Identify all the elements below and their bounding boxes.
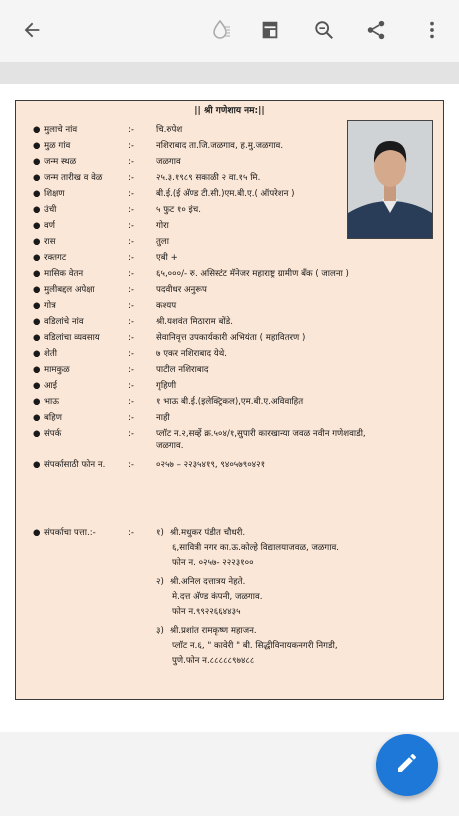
bullet-icon: ● xyxy=(33,429,41,439)
colon: :- xyxy=(128,141,134,151)
bullet-icon: ● xyxy=(33,285,41,295)
doc-title: || श्री गणेशाय नम:|| xyxy=(194,106,265,116)
biodata-sheet xyxy=(15,100,444,700)
colon: :- xyxy=(128,125,134,135)
contact-number: १) xyxy=(156,528,164,538)
document-page[interactable] xyxy=(0,84,459,732)
colon: :- xyxy=(128,381,134,391)
contact-line: श्री.प्रशांत रामकृष्ण महाजन. xyxy=(170,626,257,636)
row-value: पाटील नशिराबाद xyxy=(156,365,209,375)
bullet-icon: ● xyxy=(33,221,41,231)
row-value: कश्यप xyxy=(156,301,177,311)
bullet-icon: ● xyxy=(33,301,41,311)
colon: :- xyxy=(128,253,134,263)
row-label: बहिण xyxy=(44,413,62,423)
address-label: संपर्काचा पत्ता.:- xyxy=(44,528,96,538)
colon: :- xyxy=(128,365,134,375)
row-value: नशिराबाद ता.जि.जळगाव, ह.मु.जळगाव. xyxy=(156,141,284,151)
colon: :- xyxy=(128,460,134,470)
contact-number: २) xyxy=(156,577,164,587)
row-value: पदवीधर अनुरूप xyxy=(156,285,207,295)
row-value: ६५,०००/- रु. असिस्टंट मॅनेजर महाराष्ट्र ग्रामीण बँक ( जालना ) xyxy=(156,269,349,279)
bullet-icon: ● xyxy=(33,460,41,470)
row-value: सेवानिवृत्त उपकार्यकारी अभियंता ( महावितरण ) xyxy=(156,333,306,343)
row-label: वडिलांचा व्यवसाय xyxy=(44,333,100,343)
colon: :- xyxy=(128,301,134,311)
row-label: आई xyxy=(44,381,58,391)
bullet-icon: ● xyxy=(33,189,41,199)
contact-line: ६,सावित्री नगर का.ऊ.कोल्हे विद्यालयाजवळ, जळगाव. xyxy=(172,543,339,553)
more-vert-icon[interactable] xyxy=(416,14,448,46)
row-value: श्री.यशवंत मिठाराम बोंडे. xyxy=(156,317,233,327)
bullet-icon: ● xyxy=(33,157,41,167)
contact-line: श्री.मधुकर पंडीत चौधरी. xyxy=(170,528,246,538)
contact-line: पुणे.फोन न.८८८८८९७४८८ xyxy=(172,656,255,666)
row-value: चि.रुपेश xyxy=(156,125,183,135)
colon: :- xyxy=(128,413,134,423)
row-value: बी.ई.(ई अ‍ॅण्ड टी.सी.)एम.बी.ए.( ऑपरेशन ) xyxy=(156,189,295,199)
row-value: ७ एकर नशिराबाद येथे. xyxy=(156,349,228,359)
row-value: नाही xyxy=(156,413,170,423)
viewer-gutter xyxy=(0,62,459,84)
profile-photo xyxy=(347,120,433,239)
contact-number: ३) xyxy=(156,626,164,636)
row-label: जन्म तारीख व वेळ xyxy=(44,173,103,183)
row-label: मामकुळ xyxy=(44,365,70,375)
colon: :- xyxy=(128,429,134,439)
row-label: मुलीबद्दल अपेक्षा xyxy=(44,285,95,295)
bullet-icon: ● xyxy=(33,413,41,423)
bullet-icon: ● xyxy=(33,141,41,151)
bullet-icon: ● xyxy=(33,365,41,375)
row-value: ०२५७ – २२३५४१९, ९४०५७९०४२१ xyxy=(156,460,266,470)
bullet-icon: ● xyxy=(33,349,41,359)
colon: :- xyxy=(128,205,134,215)
bullet-icon: ● xyxy=(33,269,41,279)
colon: :- xyxy=(128,317,134,327)
bullet-icon: ● xyxy=(33,205,41,215)
row-label: शेती xyxy=(44,349,57,359)
colon: :- xyxy=(128,269,134,279)
row-label: मुळ गांव xyxy=(44,141,71,151)
row-label: भाऊ xyxy=(44,397,60,407)
row-label: मुलाचे नांव xyxy=(44,125,78,135)
zoom-icon[interactable] xyxy=(308,14,340,46)
row-label: रास xyxy=(44,237,56,247)
color-filter-icon[interactable] xyxy=(204,14,236,46)
row-value: ५ फुट १० इंच. xyxy=(156,205,201,215)
row-label: उंची xyxy=(44,205,57,215)
row-value: जळगाव xyxy=(156,157,181,167)
row-label: संपर्क xyxy=(44,429,62,439)
contact-line: फोन न. ०२५७- २२२३१०० xyxy=(172,558,254,568)
bullet-icon: ● xyxy=(33,317,41,327)
row-label: वडिलांचे नांव xyxy=(44,317,84,327)
row-value: जळगाव. xyxy=(156,441,184,451)
row-label: संपर्कासाठी फोन न. xyxy=(44,460,106,470)
contact-line: श्री.अनिल दत्तात्रय नेहते. xyxy=(170,577,246,587)
row-value: गृहिणी xyxy=(156,381,177,391)
bullet-icon: ● xyxy=(33,253,41,263)
row-label: शिक्षण xyxy=(44,189,65,199)
document-icon[interactable] xyxy=(254,14,286,46)
row-label: मासिक वेतन xyxy=(44,269,84,279)
back-arrow-icon[interactable] xyxy=(16,14,48,46)
app-toolbar xyxy=(0,0,459,62)
contact-line: प्लॉट न.६, " कावेरी " बी. सिद्धीविनायकनगरी निगडी, xyxy=(172,641,338,651)
bullet-icon: ● xyxy=(33,528,41,538)
colon: :- xyxy=(128,237,134,247)
bullet-icon: ● xyxy=(33,381,41,391)
colon: :- xyxy=(128,349,134,359)
row-label: रक्तगट xyxy=(44,253,67,263)
colon: :- xyxy=(128,173,134,183)
colon: :- xyxy=(128,157,134,167)
bullet-icon: ● xyxy=(33,173,41,183)
bullet-icon: ● xyxy=(33,125,41,135)
colon: :- xyxy=(128,285,134,295)
row-label: वर्ण xyxy=(44,221,55,231)
colon: :- xyxy=(128,189,134,199)
bullet-icon: ● xyxy=(33,397,41,407)
row-value: गोरा xyxy=(156,221,169,231)
colon: :- xyxy=(128,528,134,538)
colon: :- xyxy=(128,221,134,231)
bullet-icon: ● xyxy=(33,333,41,343)
edit-pencil-icon xyxy=(395,751,419,779)
contact-line: फोन न.९९२२६६४४३५ xyxy=(172,607,241,617)
row-value: एबी + xyxy=(156,253,178,263)
row-value: १ भाऊ बी.ई.(इलेक्ट्रिकल),एम.बी.ए.अविवाहित xyxy=(156,397,304,407)
share-icon[interactable] xyxy=(360,14,392,46)
row-value: तुला xyxy=(156,237,169,247)
edit-button[interactable] xyxy=(376,734,438,796)
row-value: प्लॉट न.२,सर्व्हे क्र.५०४/१,सुपारी कारखान्या जवळ नवीन गणेशवाडी, xyxy=(156,429,366,439)
contact-line: मे.दत्त अ‍ॅण्ड कंपनी, जळगाव. xyxy=(172,592,263,602)
bullet-icon: ● xyxy=(33,237,41,247)
colon: :- xyxy=(128,397,134,407)
row-value: २५.३.१९८९ सकाळी २ वा.१५ मि. xyxy=(156,173,261,183)
row-label: गोत्र xyxy=(44,301,56,311)
row-label: जन्म स्थळ xyxy=(44,157,77,167)
colon: :- xyxy=(128,333,134,343)
